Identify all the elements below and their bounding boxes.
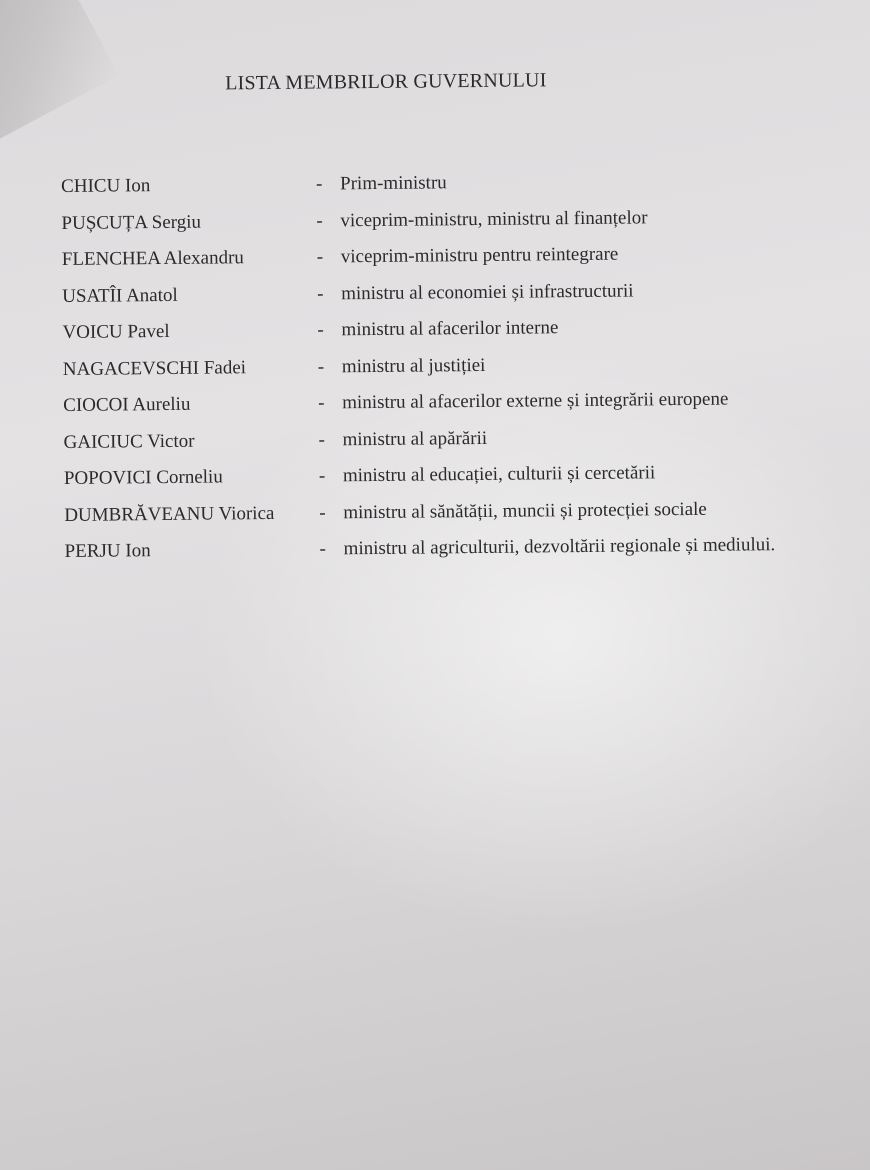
member-role: ministru al afacerilor externe și integrării europene	[342, 388, 729, 414]
member-separator: -	[317, 319, 324, 341]
member-role: ministru al justiției	[341, 354, 486, 377]
member-name: CIOCOI Aureliu	[63, 393, 191, 416]
member-role: ministru al agriculturii, dezvoltării regionale și mediului.	[343, 534, 776, 560]
member-role: ministru al sănătății, muncii și protecției sociale	[343, 498, 707, 523]
member-separator: -	[316, 209, 323, 232]
member-separator: -	[316, 173, 323, 195]
member-name: PERJU Ion	[64, 540, 151, 562]
document-title: LISTA MEMBRILOR GUVERNULUI	[225, 69, 547, 95]
member-name: CHICU Ion	[61, 175, 151, 197]
member-name: VOICU Pavel	[62, 320, 170, 343]
member-separator: -	[317, 355, 325, 378]
member-separator: -	[317, 282, 324, 305]
member-separator: -	[318, 392, 325, 414]
member-name: GAICIUC Victor	[63, 430, 195, 453]
member-role: Prim-ministru	[340, 172, 447, 195]
member-name: NAGACEVSCHI Fadei	[62, 356, 247, 380]
member-row	[65, 532, 806, 599]
member-separator: -	[318, 465, 326, 487]
member-role: ministru al educației, culturii și cercetării	[342, 462, 656, 487]
member-role: viceprim-ministru pentru reintegrare	[340, 243, 619, 268]
member-name: POPOVICI Corneliu	[63, 466, 223, 489]
member-name: DUMBRĂVEANU Viorica	[64, 502, 275, 526]
member-role: ministru al afacerilor interne	[341, 317, 559, 341]
member-separator: -	[319, 538, 327, 560]
member-separator: -	[316, 246, 324, 268]
member-name: FLENCHEA Alexandru	[61, 247, 244, 270]
member-name: PUȘCUȚA Sergiu	[61, 211, 202, 234]
member-role: ministru al economiei și infrastructurii	[341, 280, 634, 304]
government-members-list	[61, 167, 805, 599]
member-separator: -	[318, 428, 325, 451]
document-body	[60, 63, 805, 599]
member-role: viceprim-ministru, ministru al finanțelor	[340, 206, 648, 231]
member-role: ministru al apărării	[342, 427, 488, 450]
member-name: USATÎI Anatol	[62, 284, 178, 307]
member-separator: -	[319, 501, 326, 524]
